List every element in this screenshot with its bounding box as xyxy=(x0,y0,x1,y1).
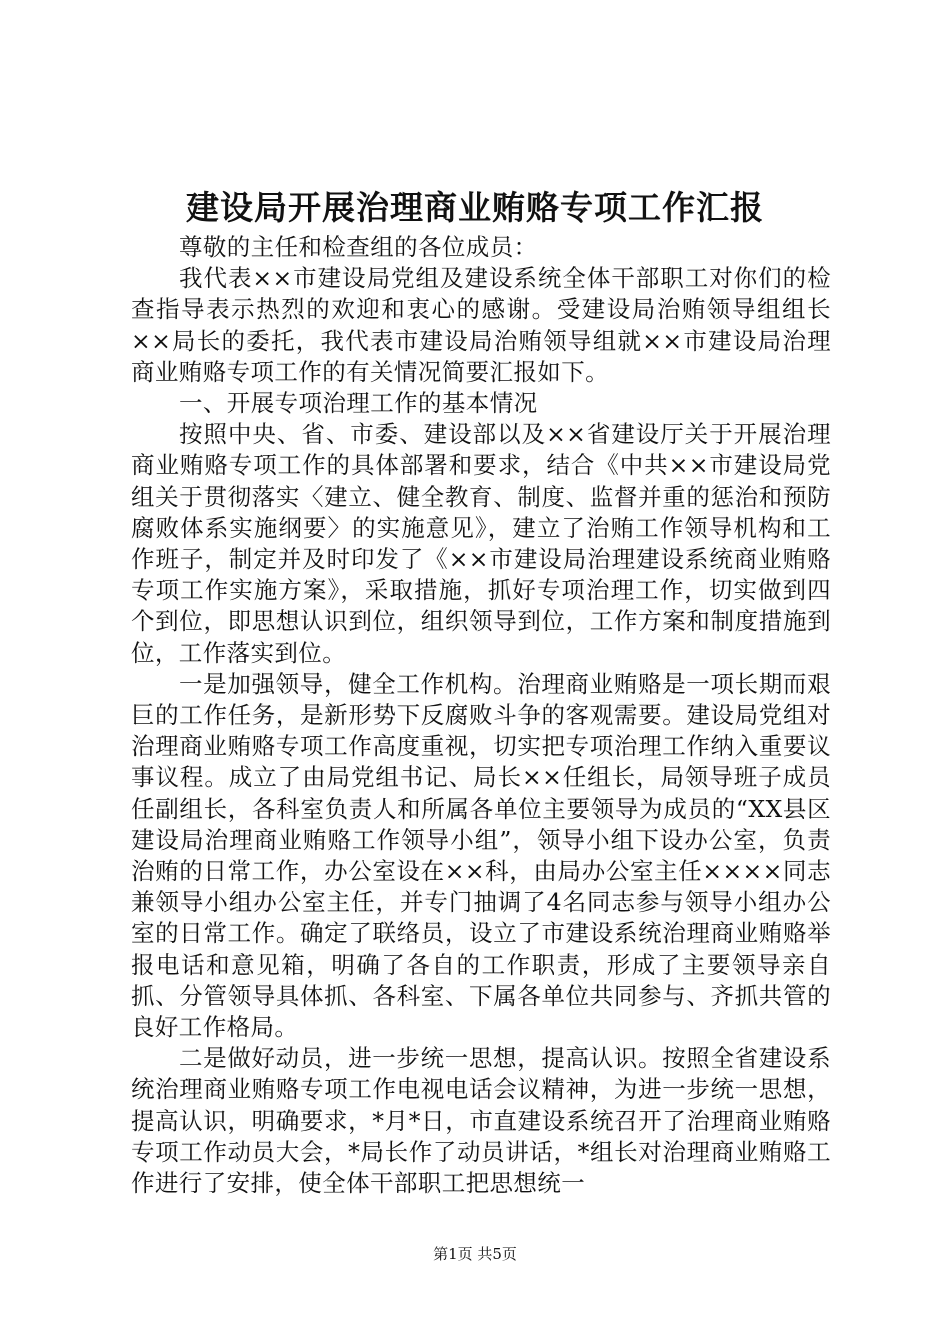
section-heading: 一、开展专项治理工作的基本情况 xyxy=(179,389,538,418)
document-body xyxy=(131,232,831,1199)
body-paragraph: 按照中央、省、市委、建设部以及××省建设厅关于开展治理商业贿赂专项工作的具体部署和要求，结合《中共××市建设局党组关于贯彻落实〈建立、健全教育、制度、监督并重的惩治和预防腐败体系实施纲要〉的实施意见》，建立了治贿工作领导机构和工作班子，制定并及时印发了《××市建设局治理建设系统商业贿赂专项工作实施方案》，采取措施，抓好专项治理工作，切实做到四个到位，即思想认识到位，组织领导到位，工作方案和制度措施到位，工作落实到位。 xyxy=(131,420,831,667)
document-title: 建设局开展治理商业贿赂专项工作汇报 xyxy=(186,188,764,227)
salutation: 尊敬的主任和检查组的各位成员： xyxy=(179,233,538,261)
body-paragraph: 一是加强领导，健全工作机构。治理商业贿赂是一项长期而艰巨的工作任务，是新形势下反腐败斗争的客观需要。建设局党组对治理商业贿赂专项工作高度重视，切实把专项治理工作纳入重要议事议程。成立了由局党组书记、局长××任组长，局领导班子成员任副组长，各科室负责人和所属各单位主要领导为成员的“XX县区建设局治理商业贿赂工作领导小组”，领导小组下设办公室，负责治贿的日常工作，办公室设在××科，由局办公室主任××××同志兼领导小组办公室主任，并专门抽调了4名同志参与领导小组办公室的日常工作。确定了联络员，设立了市建设系统治理商业贿赂举报电话和意见箱，明确了各自的工作职责，形成了主要领导亲自抓、分管领导具体抓、各科室、下属各单位共同参与、齐抓共管的良好工作格局。 xyxy=(131,669,831,1042)
page-number-footer: 第1页 共5页 xyxy=(433,1245,517,1263)
body-paragraph: 二是做好动员，进一步统一思想，提高认识。按照全省建设系统治理商业贿赂专项工作电视电话会议精神，为进一步统一思想，提高认识，明确要求，*月*日，市直建设系统召开了治理商业贿赂专项工作动员大会，*局长作了动员讲话，*组长对治理商业贿赂工作进行了安排，使全体干部职工把思想统一 xyxy=(131,1044,831,1198)
body-paragraph: 我代表××市建设局党组及建设系统全体干部职工对你们的检查指导表示热烈的欢迎和衷心的感谢。受建设局治贿领导组组长××局长的委托，我代表市建设局治贿领导组就××市建设局治理商业贿赂专项工作的有关情况简要汇报如下。 xyxy=(131,264,831,386)
